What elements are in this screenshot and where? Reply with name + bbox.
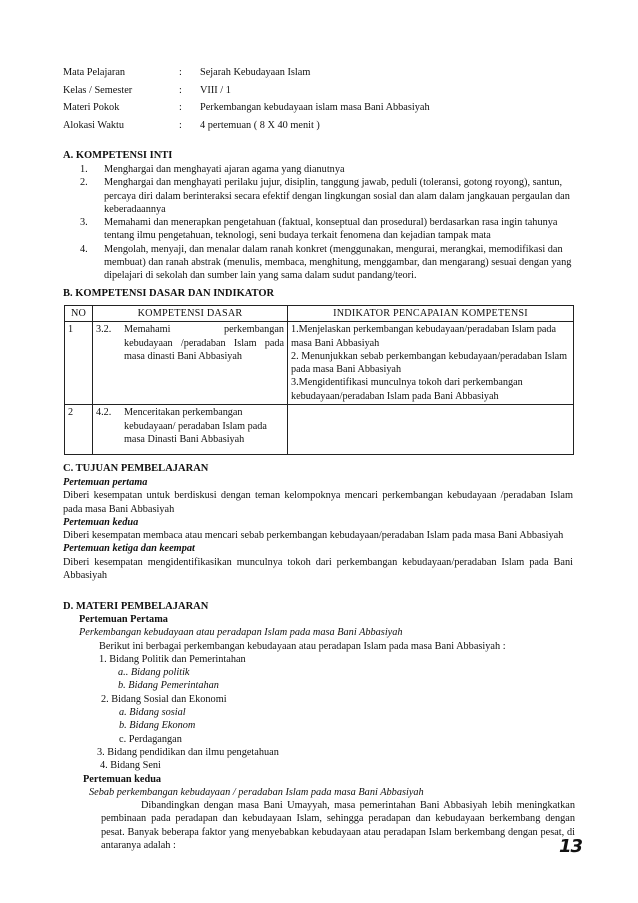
identity-value: VIII / 1: [200, 84, 231, 96]
list-item: 1. Bidang Politik dan Pemerintahan: [99, 653, 246, 665]
identity-sep: :: [179, 119, 182, 131]
identity-sep: :: [179, 67, 182, 78]
meeting-text: Diberi kesempatan mengidentifikasikan munculnya tokoh dari perkembangan kebudayaan/peradaban Islam pada Bani Abbasiyah: [63, 556, 573, 582]
meeting-intro: Berikut ini berbagai perkembangan kebudayaan atau peradapan Islam pada masa Bani Abbasiyah :: [99, 640, 506, 652]
identity-row: [63, 84, 583, 102]
identity-row: [63, 66, 583, 84]
list-text: Mengolah, menyaji, dan menalar dalam ranah konkret (menggunakan, mengurai, merangkai, memodifikasi dan membuat) dan ranah abstrak (menulis, membaca, menghitung, menggambar, dan mengarang) sesuai dengan yang dipelajari di sekolah dan sumber lain yang sama dalam sudut pandang/teori.: [104, 243, 572, 282]
cell-no: 1: [65, 322, 93, 405]
section-b-title: B. KOMPETENSI DASAR DAN INDIKATOR: [63, 288, 275, 299]
identity-row: [63, 119, 583, 137]
list-subitem: a. Bidang sosial: [119, 707, 186, 719]
meeting-label: Pertemuan kedua: [83, 773, 162, 785]
cell-indicator: [288, 322, 574, 405]
list-item: [80, 216, 575, 243]
list-subitem: b. Bidang Pemerintahan: [118, 680, 219, 692]
objectives-block: [63, 476, 573, 582]
list-number: 4.: [80, 243, 88, 255]
list-item: [80, 176, 575, 216]
col-header-no: NO: [65, 306, 93, 322]
list-text: Memahami dan menerapkan pengetahuan (faktual, konseptual dan prosedural) berdasarkan rasa ingin tahunya tentang ilmu pengetahuan, teknologi, seni budaya terkait fenomena dan kejadian tampak mata: [104, 217, 558, 242]
page-number: 13: [558, 836, 582, 857]
identity-key: Materi Pokok: [63, 102, 120, 113]
identity-value: Sejarah Kebudayaan Islam: [200, 67, 311, 78]
materials-block: [63, 613, 575, 852]
meeting-text: Dibandingkan dengan masa Bani Umayyah, masa pemerintahan Bani Abbasiyah lebih meningkatkan pembinaan pada peradapan dan kebudayaan Islam, sehingga peradapan dan kebudayaan berkembang dengan pesat. Banyak beberapa faktor yang menyebabkan kebudayaan atau peradapan Islam berkembang dengan pesat, di antaranya adalah :: [101, 800, 575, 852]
identity-key: Mata Pelajaran: [63, 67, 126, 78]
list-number: 2.: [80, 177, 88, 189]
list-item: [80, 163, 575, 176]
kd-text: Memahami perkembangan kebudayaan /peradaban Islam pada masa dinasti Bani Abbasiyah: [124, 324, 284, 362]
table-row: [65, 405, 574, 455]
section-a-title: A. KOMPETENSI INTI: [63, 150, 173, 161]
kd-number: 4.2.: [96, 407, 112, 419]
cell-no: 2: [65, 405, 93, 455]
list-subitem: a.. Bidang politik: [118, 667, 190, 679]
table-row: [65, 322, 574, 405]
list-item: [80, 243, 575, 283]
identity-sep: :: [179, 84, 182, 96]
meeting-label: Pertemuan ketiga dan keempat: [63, 543, 195, 555]
list-subitem: b. Bidang Ekonom: [119, 720, 196, 732]
list-number: 3.: [80, 217, 88, 229]
identity-row: [63, 101, 583, 119]
cell-kd: [93, 405, 288, 455]
list-subitem: c. Perdagangan: [119, 733, 182, 745]
identity-value: 4 pertemuan ( 8 X 40 menit ): [200, 119, 320, 131]
list-item: 2. Bidang Sosial dan Ekonomi: [101, 693, 227, 705]
kd-number: 3.2.: [96, 324, 112, 336]
list-number: 1.: [80, 164, 88, 175]
kd-text: Menceritakan perkembangan kebudayaan/ peradaban Islam pada masa Dinasti Bani Abbasiyah: [124, 407, 267, 445]
col-header-kd: KOMPETENSI DASAR: [93, 306, 288, 322]
identity-value: Perkembangan kebudayaan islam masa Bani Abbasiyah: [200, 102, 430, 113]
cell-indicator: [288, 405, 574, 455]
section-c-title: C. TUJUAN PEMBELAJARAN: [63, 463, 209, 474]
meeting-label: Pertemuan kedua: [63, 516, 139, 528]
list-text: Menghargai dan menghayati ajaran agama yang dianutnya: [104, 164, 345, 175]
indicator-item: 3.Mengidentifikasi munculnya tokoh dari perkembangan kebudayaan/peradaban Islam pada Bani Abbasiyah: [291, 377, 523, 402]
meeting-subtitle: Perkembangan kebudayaan atau peradapan Islam pada masa Bani Abbasiyah: [79, 627, 403, 639]
list-item: 4. Bidang Seni: [100, 760, 161, 772]
meeting-label: Pertemuan Pertama: [79, 614, 168, 625]
identity-key: Alokasi Waktu: [63, 119, 125, 131]
list-text: Menghargai dan menghayati perilaku jujur, disiplin, tanggung jawab, peduli (toleransi, gotong royong), santun, percaya diri dalam berinteraksi secara efektif dengan lingkungan sosial dan alam dalam jangkauan pergaulan dan keberadaannya: [104, 177, 570, 215]
cell-kd: [93, 322, 288, 405]
section-d-title: D. MATERI PEMBELAJARAN: [63, 601, 209, 612]
meeting-text: Diberi kesempatan membaca atau mencari sebab perkembangan kebudayaan/peradaban Islam pada masa Bani Abbasiyah: [63, 530, 564, 542]
competency-table: [64, 305, 574, 455]
indicator-item: 1.Menjelaskan perkembangan kebudayaan/peradaban Islam pada masa Bani Abbasiyah: [291, 324, 557, 349]
col-header-indicator: INDIKATOR PENCAPAIAN KOMPETENSI: [288, 306, 574, 322]
identity-block: [63, 66, 583, 136]
meeting-label: Pertemuan pertama: [63, 477, 148, 488]
meeting-subtitle: Sebab perkembangan kebudayaan / peradaban Islam pada masa Bani Abbasiyah: [89, 786, 424, 798]
indicator-item: 2. Menunjukkan sebab perkembangan kebudayaan/peradaban Islam pada masa Bani Abbasiyah: [291, 350, 568, 376]
list-item: 3. Bidang pendidikan dan ilmu pengetahuan: [97, 746, 279, 758]
table-header-row: [65, 306, 574, 322]
competency-list: [80, 163, 575, 283]
meeting-text: Diberi kesempatan untuk berdiskusi dengan teman kelompoknya mencari perkembangan kebudayaan /peradaban Islam pada masa Bani Abbasiyah: [63, 490, 573, 515]
identity-key: Kelas / Semester: [63, 84, 133, 96]
identity-sep: :: [179, 102, 182, 113]
